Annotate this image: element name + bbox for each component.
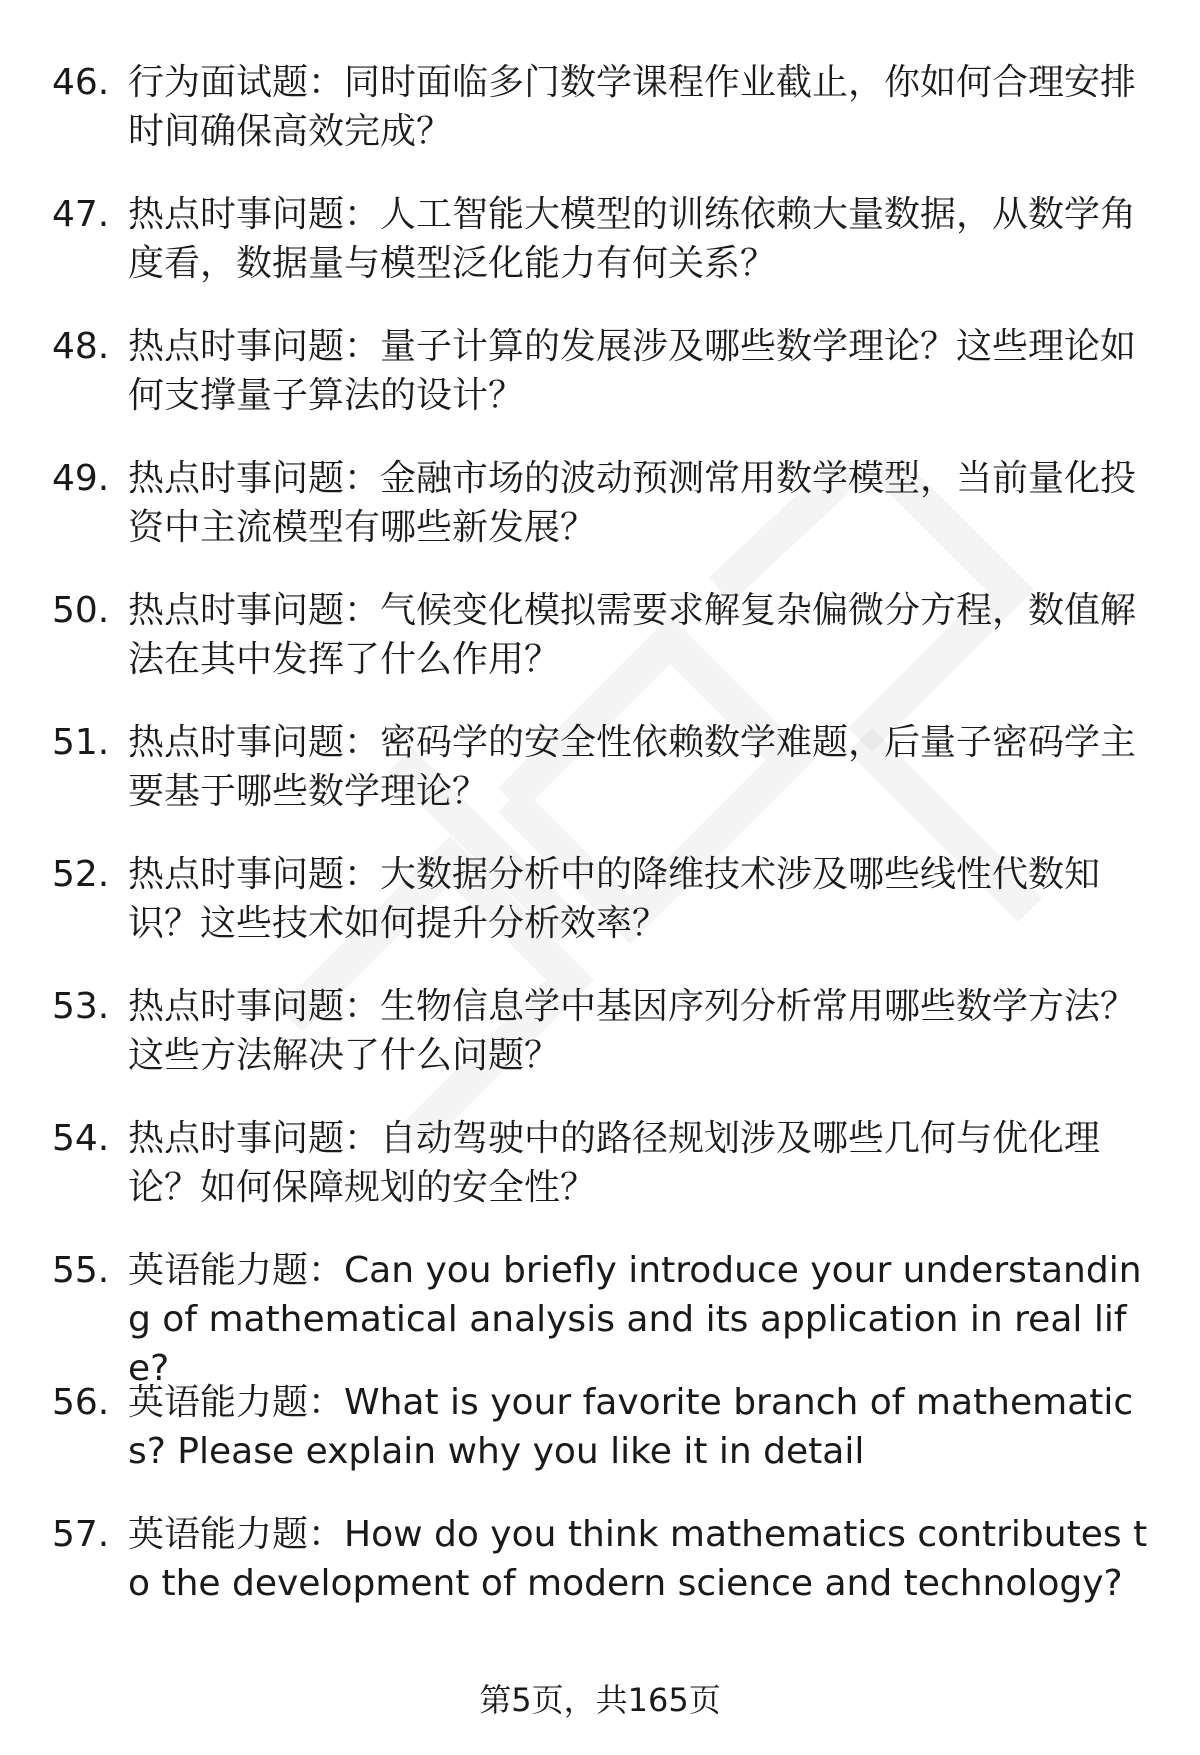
question-text: 热点时事问题：金融市场的波动预测常用数学模型，当前量化投资中主流模型有哪些新发展？ (128, 458, 1137, 548)
question-text: 热点时事问题：自动驾驶中的路径规划涉及哪些几何与优化理论？如何保障规划的安全性？ (128, 1118, 1101, 1208)
question-text: 热点时事问题：大数据分析中的降维技术涉及哪些线性代数知识？这些技术如何提升分析效率？ (128, 854, 1101, 944)
question-text: 英语能力题：How do you think mathematics contributes to the development of modern science and technology? (128, 1514, 1148, 1604)
question-number: 54. (52, 1118, 110, 1159)
question-number: 56. (52, 1382, 110, 1423)
question-number: 46. (52, 62, 110, 103)
question-text: 行为面试题：同时面临多门数学课程作业截止，你如何合理安排时间确保高效完成？ (128, 62, 1137, 152)
question-text: 英语能力题：What is your favorite branch of mathematics? Please explain why you like it in detail (128, 1382, 1134, 1472)
question-item (52, 1246, 1152, 1389)
question-text: 热点时事问题：密码学的安全性依赖数学难题，后量子密码学主要基于哪些数学理论？ (128, 722, 1137, 812)
question-number: 57. (52, 1514, 110, 1555)
question-item (52, 1114, 1152, 1246)
page-number: 第5页，共165页 (479, 1681, 721, 1719)
question-item (52, 982, 1152, 1114)
question-item (52, 1378, 1152, 1510)
question-number: 49. (52, 458, 110, 499)
question-item (52, 850, 1152, 982)
question-number: 51. (52, 722, 110, 763)
question-item (52, 1510, 1152, 1642)
question-text: 热点时事问题：生物信息学中基因序列分析常用哪些数学方法？这些方法解决了什么问题？ (128, 986, 1137, 1076)
question-number: 55. (52, 1250, 110, 1291)
question-text: 热点时事问题：人工智能大模型的训练依赖大量数据，从数学角度看，数据量与模型泛化能力有何关系？ (128, 194, 1137, 284)
question-text: 英语能力题：Can you briefly introduce your understanding of mathematical analysis and its application in real life? (128, 1250, 1142, 1389)
question-item (52, 586, 1152, 718)
question-text: 热点时事问题：量子计算的发展涉及哪些数学理论？这些理论如何支撑量子算法的设计？ (128, 326, 1137, 416)
question-number: 52. (52, 854, 110, 895)
question-text: 热点时事问题：气候变化模拟需要求解复杂偏微分方程，数值解法在其中发挥了什么作用？ (128, 590, 1137, 680)
question-item (52, 190, 1152, 322)
question-number: 47. (52, 194, 110, 235)
question-number: 50. (52, 590, 110, 631)
question-number: 48. (52, 326, 110, 367)
question-number: 53. (52, 986, 110, 1027)
question-list (52, 58, 1152, 1642)
question-item (52, 454, 1152, 586)
question-item (52, 322, 1152, 454)
question-item (52, 58, 1152, 190)
question-item (52, 718, 1152, 850)
